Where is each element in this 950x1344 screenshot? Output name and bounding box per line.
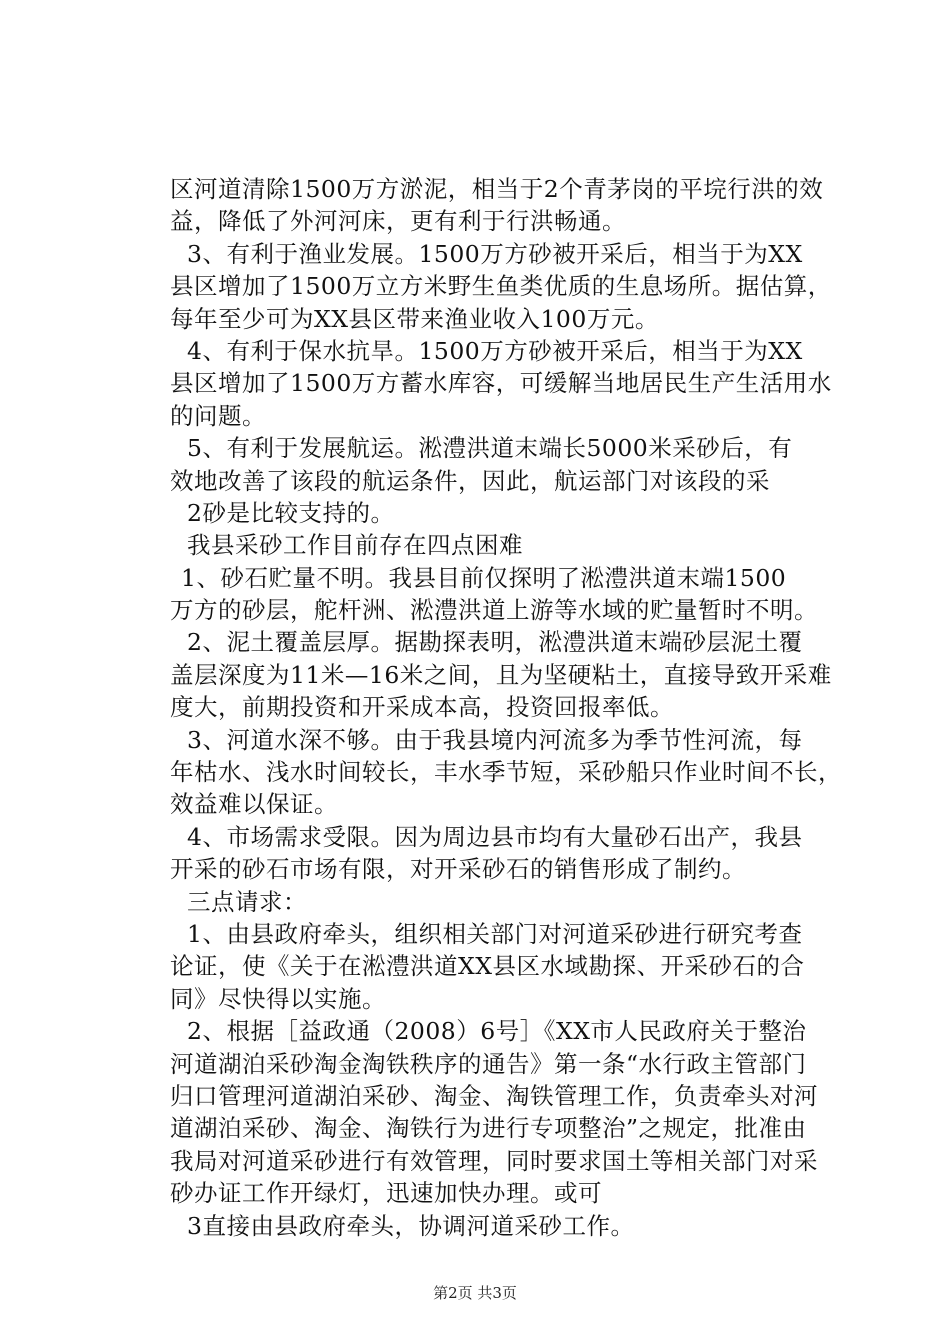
text-line: 同》尽快得以实施。 (170, 984, 386, 1013)
text-line: 度大，前期投资和开采成本高，投资回报率低。 (170, 693, 674, 722)
text-line: 论证，使《关于在淞澧洪道XX县区水域勘探、开采砂石的合 (170, 952, 805, 981)
text-line: 的问题。 (170, 401, 266, 430)
paragraph-line: 4、有利于保水抗旱。1500万方砂被开采后，相当于为XX (187, 336, 803, 365)
text-line: 益，降低了外河河床，更有利于行洪畅通。 (170, 207, 626, 236)
text-line: 年枯水、浅水时间较长，丰水季节短，采砂船只作业时间不长， (170, 758, 842, 787)
paragraph-line: 1、由县政府牵头，组织相关部门对河道采砂进行研究考查 (187, 919, 803, 948)
paragraph-line: 2砂是比较支持的。 (187, 498, 395, 527)
text-line: 效地改善了该段的航运条件，因此，航运部门对该段的采 (170, 466, 770, 495)
paragraph-line: 2、泥土覆盖层厚。据勘探表明，淞澧洪道末端砂层泥土覆 (187, 628, 803, 657)
page-number-footer: 第2页 共3页 (433, 1284, 517, 1302)
text-line: 河道湖泊采砂淘金淘铁秩序的通告》第一条“水行政主管部门 (170, 1049, 807, 1078)
text-line: 万方的砂层，舵杆洲、淞澧洪道上游等水域的贮量暂时不明。 (170, 596, 818, 625)
paragraph-line: 3、有利于渔业发展。1500万方砂被开采后，相当于为XX (187, 239, 803, 268)
text-line: 开采的砂石市场有限，对开采砂石的销售形成了制约。 (170, 855, 746, 884)
text-line: 区河道清除1500万方淤泥，相当于2个青茅岗的平垸行洪的效 (170, 175, 824, 203)
paragraph-line: 5、有利于发展航运。淞澧洪道末端长5000米采砂后，有 (187, 434, 793, 463)
text-line: 归口管理河道湖泊采砂、淘金、淘铁管理工作，负责牵头对河 (170, 1081, 818, 1110)
section-heading: 我县采砂工作目前存在四点困难 (187, 531, 523, 560)
paragraph-line: 2、根据［益政通（2008）6号］《XX市人民政府关于整治 (187, 1017, 807, 1046)
text-line: 每年至少可为XX县区带来渔业收入100万元。 (170, 304, 659, 333)
paragraph-line: 1、砂石贮量不明。我县目前仅探明了淞澧洪道末端1500 (181, 563, 787, 592)
text-line: 道湖泊采砂、淘金、淘铁行为进行专项整治”之规定，批准由 (170, 1114, 807, 1143)
paragraph-line: 4、市场需求受限。因为周边县市均有大量砂石出产，我县 (187, 822, 803, 851)
paragraph-line: 3直接由县政府牵头，协调河道采砂工作。 (187, 1211, 635, 1240)
document-body (170, 173, 842, 1242)
text-line: 砂办证工作开绿灯，迅速加快办理。或可 (170, 1179, 602, 1208)
text-line: 效益难以保证。 (170, 790, 338, 819)
text-line: 我局对河道采砂进行有效管理，同时要求国土等相关部门对采 (170, 1146, 818, 1175)
paragraph-line: 3、河道水深不够。由于我县境内河流多为季节性河流，每 (187, 725, 803, 754)
section-heading: 三点请求： (187, 887, 307, 916)
text-line: 盖层深度为11米—16米之间，且为坚硬粘土，直接导致开采难 (170, 660, 832, 689)
text-line: 县区增加了1500万方蓄水库容，可缓解当地居民生产生活用水 (170, 369, 832, 398)
text-line: 县区增加了1500万立方米野生鱼类优质的生息场所。据估算， (170, 272, 832, 301)
